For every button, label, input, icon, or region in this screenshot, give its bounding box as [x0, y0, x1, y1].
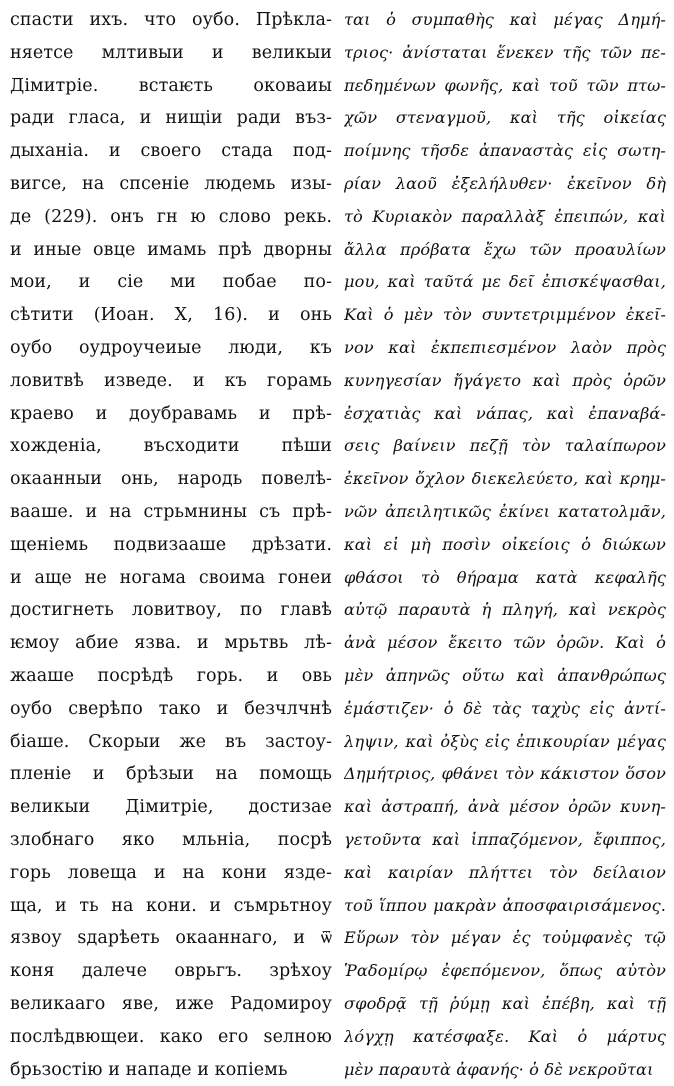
text-line: Καὶ ὁ μὲν τὸν συντετριμμένον ἐκεῖ-: [344, 299, 666, 332]
text-line: жааше посрѣдѣ горь. и овь: [10, 660, 332, 693]
church-slavonic-column: [10, 4, 332, 1086]
text-line: τὸ Κυριακὸν παραλλὰξ ἐπειπών, καὶ: [344, 201, 666, 234]
text-line: κυνηγεσίαν ἤγάγετο καὶ πρὸς ὀρῶν: [344, 365, 666, 398]
text-line: и аще не ногама своима гонеи: [10, 562, 332, 595]
text-line: спасти ихъ. что оубо. Прѣкла-: [10, 4, 332, 37]
text-line: злобнаго яко мльніа, посрѣ: [10, 824, 332, 857]
text-line: де (229). онъ гн ю слово рекь.: [10, 201, 332, 234]
text-line: окаанныи онь, народь повелѣ-: [10, 463, 332, 496]
text-line: νῶν ἀπειλητικῶς ἐκίνει κατατολμᾶν,: [344, 496, 666, 529]
text-line: χῶν στεναγμοῦ, καὶ τῆς οἰκείας: [344, 102, 666, 135]
text-line: послѣдвющеи. како его ѕелною: [10, 1021, 332, 1054]
text-line: ѥмоу абие язва. и мрьтвь лѣ-: [10, 627, 332, 660]
text-line: брьзостію и нападе и копіемь: [10, 1054, 332, 1086]
text-line: Ῥαδομίρῳ ἐφεπόμενον, ὅπως αὐτὸν: [344, 955, 666, 988]
text-line: хожденіа, въсходити пѣши: [10, 430, 332, 463]
text-line: вигсе, на спсеніе людемь изы-: [10, 168, 332, 201]
text-line: няетсе млтивыи и великыи: [10, 37, 332, 70]
text-line: коня далече оврьгъ. зрѣхоу: [10, 955, 332, 988]
text-line: щеніемь подвизааше дрѣзати.: [10, 529, 332, 562]
text-line: Δημήτριος, φθάνει τὸν κάκιστον ὅσον: [344, 758, 666, 791]
text-line: дыханіа. и своего стада под-: [10, 135, 332, 168]
text-line: мои, и сіе ми побае по-: [10, 266, 332, 299]
text-line: ἄλλα πρόβατα ἔχω τῶν προαυλίων: [344, 234, 666, 267]
text-line: ται ὁ συμπαθὴς καὶ μέγας Δημή-: [344, 4, 666, 37]
text-line: ща, и ть на кони. и съмрьтноу: [10, 890, 332, 923]
text-line: καὶ εἰ μὴ ποσὶν οἰκείοις ὁ διώκων: [344, 529, 666, 562]
text-line: φθάσοι τὸ θήραμα κατὰ κεφαλῆς: [344, 562, 666, 595]
text-line: μου, καὶ ταῦτά με δεῖ ἐπισκέψασθαι,: [344, 266, 666, 299]
text-line: пленіе и брѣзыи на помощь: [10, 758, 332, 791]
text-line: γετοῦντα καὶ ἱππαζόμενον, ἔφιππος,: [344, 824, 666, 857]
text-line: ληψιν, καὶ ὀξὺς εἰς ἐπικουρίαν μέγας: [344, 726, 666, 759]
text-line: Εὕρων τὸν μέγαν ἐς τοὐμφανὲς τῷ: [344, 922, 666, 955]
text-line: оубо сверѣпо тако и безчлчнѣ: [10, 693, 332, 726]
text-line: краево и доубравамь и прѣ-: [10, 398, 332, 431]
text-line: αὐτῷ παραυτὰ ἡ πληγή, καὶ νεκρὸς: [344, 594, 666, 627]
text-line: σεις βαίνειν πεζῇ τὸν ταλαίπωρον: [344, 430, 666, 463]
text-line: великааго яве, иже Радомироу: [10, 988, 332, 1021]
text-line: σφοδρᾷ τῇ ῥύμῃ καὶ ἐπέβη, καὶ τῇ: [344, 988, 666, 1021]
text-line: νον καὶ ἐκπεπιεσμένον λαὸν πρὸς: [344, 332, 666, 365]
text-line: Дімитріе. встаѥть оковаиы: [10, 70, 332, 103]
greek-column: [344, 4, 666, 1086]
text-line: ἐσχατιὰς καὶ νάπας, καὶ ἐπαναβά-: [344, 398, 666, 431]
text-line: ловитвѣ изведе. и къ горамь: [10, 365, 332, 398]
text-line: μὲν παραυτὰ ἀφανής· ὁ δὲ νεκροῦται: [344, 1054, 666, 1086]
text-line: великыи Дімитріе, достизае: [10, 791, 332, 824]
text-line: ἐκεῖνον ὄχλον διεκελεύετο, καὶ κρημ-: [344, 463, 666, 496]
text-line: πεδημένων φωνῆς, καὶ τοῦ τῶν πτω-: [344, 70, 666, 103]
text-line: и иные овце имамь прѣ дворны: [10, 234, 332, 267]
text-line: язвоу ѕдарѣеть окааннаго, и ѿ: [10, 922, 332, 955]
text-line: λόγχῃ κατέσφαξε. Καὶ ὁ μάρτυς: [344, 1021, 666, 1054]
text-line: сѣтити (Иоан. X, 16). и онь: [10, 299, 332, 332]
text-line: горь ловеща и на кони язде-: [10, 857, 332, 890]
text-line: ἐμάστιζεν· ὁ δὲ τὰς ταχὺς εἰς ἀντί-: [344, 693, 666, 726]
text-line: μὲν ἀπηνῶς οὕτω καὶ ἀπανθρώπως: [344, 660, 666, 693]
text-line: ρίαν λαοῦ ἐξελήλυθεν· ἐκεῖνον δὴ: [344, 168, 666, 201]
text-line: καὶ καιρίαν πλήττει τὸν δείλαιον: [344, 857, 666, 890]
text-line: ποίμνης τῆσδε ἀπαναστὰς εἰς σωτη-: [344, 135, 666, 168]
text-line: оубо оудроучеиые люди, къ: [10, 332, 332, 365]
text-line: καὶ ἀστραπή, ἀνὰ μέσον ὀρῶν κυνη-: [344, 791, 666, 824]
text-line: ради гласа, и нищіи ради въз-: [10, 102, 332, 135]
text-line: τριος· ἀνίσταται ἕνεκεν τῆς τῶν πε-: [344, 37, 666, 70]
text-line: вааше. и на стрьмнины съ прѣ-: [10, 496, 332, 529]
text-line: ἀνὰ μέσον ἔκειτο τῶν ὀρῶν. Καὶ ὁ: [344, 627, 666, 660]
text-line: достигнеть ловитвоу, по главѣ: [10, 594, 332, 627]
text-line: біаше. Скорыи же въ застоу-: [10, 726, 332, 759]
text-line: τοῦ ἵππου μακρὰν ἀποσφαιρισάμενος.: [344, 890, 666, 923]
